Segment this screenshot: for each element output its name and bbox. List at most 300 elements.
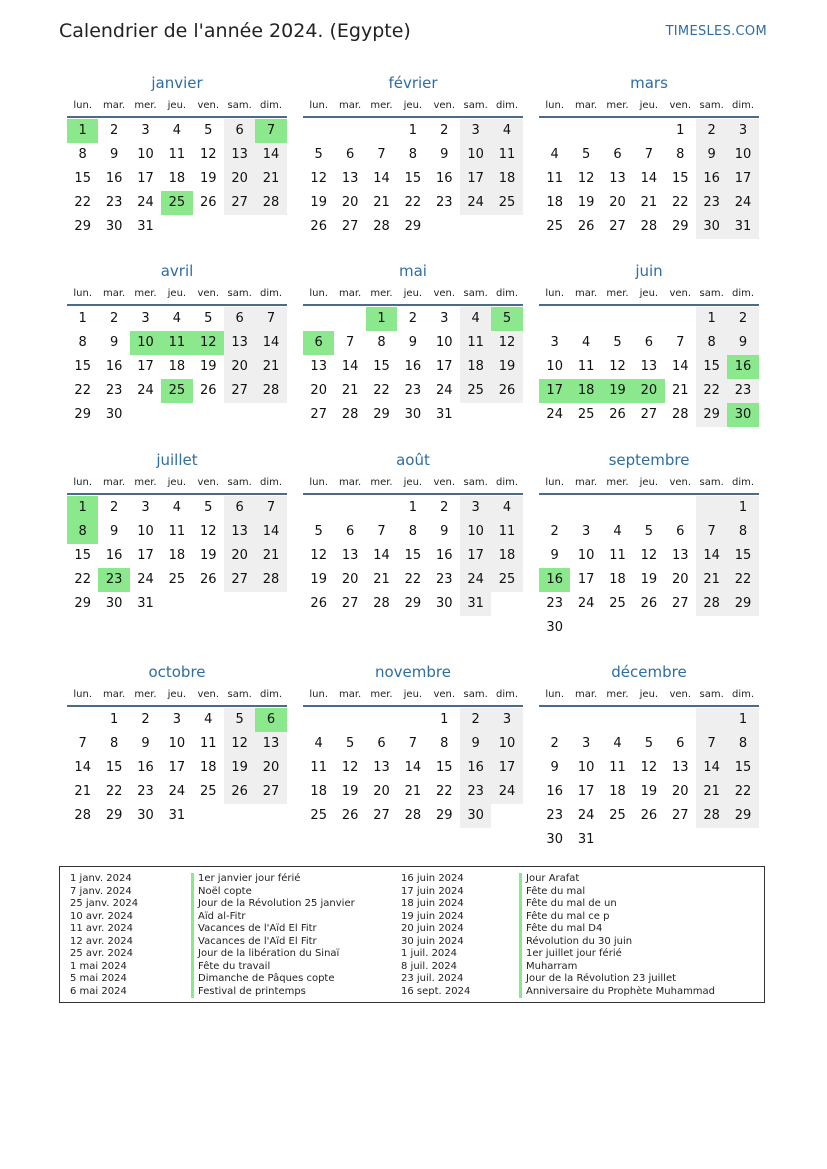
day-cell: 28: [255, 568, 286, 592]
day-cell: 10: [546, 359, 563, 374]
day-cell: 19: [640, 784, 658, 799]
day-cell: 22: [696, 379, 727, 403]
legend-holiday-name: Fête du mal: [519, 886, 715, 899]
day-cell: 20: [224, 544, 255, 568]
day-cell: 14: [255, 331, 286, 355]
day-cell: 23: [404, 383, 422, 398]
legend-date: 20 juin 2024: [401, 923, 464, 934]
empty-cell: [602, 708, 633, 732]
legend-holiday-name: Vacances de l'Aïd El Fitr: [191, 936, 355, 949]
legend-holiday-name: Révolution du 30 juin: [519, 936, 715, 949]
weekday-label: jeu.: [403, 689, 423, 700]
legend-holiday-name: Muharram: [519, 961, 715, 974]
day-cell: 11: [609, 760, 626, 775]
empty-cell: [334, 496, 365, 520]
weekday-label: dim.: [260, 288, 283, 299]
legend-date: 1 juil. 2024: [401, 948, 458, 959]
weekday-label: dim.: [496, 477, 519, 488]
legend-holiday-name: Aïd al-Fitr: [191, 911, 355, 924]
day-cell: 30: [404, 407, 422, 422]
empty-cell: [366, 708, 397, 732]
weekday-label: jeu.: [639, 689, 659, 700]
weekday-label: sam.: [227, 477, 252, 488]
day-cell: 2: [440, 123, 449, 138]
day-cell: 4: [491, 496, 522, 520]
weekday-label: sam.: [227, 689, 252, 700]
day-cell: 4: [550, 147, 559, 162]
legend-holiday-name: 1er janvier jour férié: [191, 873, 355, 886]
day-cell: 8: [676, 147, 685, 162]
day-cell: 25: [577, 407, 595, 422]
day-cell: 10: [137, 147, 154, 162]
day-cell: 27: [671, 596, 689, 611]
weekday-label: lun.: [73, 100, 93, 111]
day-cell: 19: [640, 572, 658, 587]
day-cell: 6: [676, 736, 685, 751]
holiday-day-cell: 8: [67, 520, 98, 544]
day-cell: 26: [491, 379, 522, 403]
month-name: janvier: [151, 74, 203, 92]
day-cell: 24: [491, 780, 522, 804]
holiday-day-cell: 1: [366, 307, 397, 331]
day-cell: 17: [577, 784, 595, 799]
day-cell: 6: [676, 524, 685, 539]
empty-cell: [570, 708, 601, 732]
empty-cell: [334, 307, 365, 331]
legend-date: 16 sept. 2024: [401, 985, 471, 997]
day-cell: 19: [199, 171, 217, 186]
day-cell: 26: [640, 808, 658, 823]
legend-holiday-name: Jour Arafat: [519, 873, 715, 886]
day-cell: 2: [408, 311, 417, 326]
day-cell: 11: [310, 760, 327, 775]
day-cell: 27: [640, 407, 658, 422]
day-cell: 15: [727, 756, 758, 780]
day-cell: 29: [671, 219, 689, 234]
day-cell: 16: [404, 359, 422, 374]
day-cell: 27: [671, 808, 689, 823]
weekday-header: [303, 474, 523, 495]
month-4: [303, 261, 523, 427]
day-cell: 29: [74, 219, 91, 234]
day-cell: 5: [204, 311, 213, 326]
empty-cell: [602, 496, 633, 520]
day-cell: 1: [696, 307, 727, 331]
day-cell: 3: [581, 524, 591, 539]
day-cell: 14: [341, 359, 359, 374]
day-cell: 13: [671, 548, 689, 563]
weekday-label: jeu.: [167, 477, 187, 488]
day-cell: 28: [640, 219, 658, 234]
empty-cell: [633, 708, 664, 732]
day-cell: 24: [577, 596, 595, 611]
weekday-label: lun.: [545, 100, 565, 111]
day-cell: 30: [137, 808, 154, 823]
day-cell: 21: [255, 544, 286, 568]
day-cell: 9: [408, 335, 417, 350]
weekday-label: lun.: [545, 288, 565, 299]
day-cell: 28: [404, 808, 422, 823]
weekday-label: lun.: [73, 477, 93, 488]
day-cell: 18: [199, 760, 217, 775]
weekday-label: lun.: [545, 689, 565, 700]
day-cell: 12: [491, 331, 522, 355]
day-cell: 5: [613, 335, 622, 350]
weekday-label: sam.: [227, 288, 252, 299]
holiday-day-cell: 11: [161, 331, 192, 355]
day-cell: 12: [224, 732, 255, 756]
day-cell: 18: [609, 784, 626, 799]
holiday-day-cell: 25: [161, 191, 192, 215]
day-cell: 8: [696, 331, 727, 355]
day-grid: [539, 119, 759, 239]
day-cell: 4: [172, 123, 181, 138]
day-cell: 1: [727, 708, 758, 732]
day-cell: 27: [341, 596, 359, 611]
day-cell: 15: [404, 171, 422, 186]
day-cell: 25: [168, 572, 186, 587]
day-cell: 13: [224, 143, 255, 167]
day-cell: 5: [204, 123, 213, 138]
day-cell: 17: [460, 167, 491, 191]
legend-holiday-name: Jour de la Révolution 23 juillet: [519, 973, 715, 986]
day-cell: 14: [696, 756, 727, 780]
day-cell: 8: [78, 335, 87, 350]
day-cell: 25: [491, 568, 522, 592]
day-cell: 4: [613, 736, 622, 751]
legend-holiday-name: Vacances de l'Aïd El Fitr: [191, 923, 355, 936]
weekday-label: mer.: [134, 288, 157, 299]
day-grid: [539, 496, 759, 640]
day-cell: 27: [310, 407, 327, 422]
day-cell: 16: [435, 171, 453, 186]
day-cell: 9: [109, 524, 119, 539]
brand-link[interactable]: TIMESLES.COM: [665, 24, 767, 39]
day-cell: 4: [204, 712, 213, 727]
day-cell: 3: [727, 119, 758, 143]
holiday-day-cell: 1: [67, 496, 98, 520]
day-cell: 23: [105, 383, 123, 398]
day-cell: 21: [373, 195, 390, 210]
legend-date: 6 mai 2024: [70, 985, 127, 997]
weekday-label: sam.: [463, 477, 488, 488]
day-cell: 2: [141, 712, 150, 727]
day-cell: 17: [137, 171, 154, 186]
weekday-label: jeu.: [167, 288, 187, 299]
day-cell: 27: [373, 808, 390, 823]
day-cell: 2: [696, 119, 727, 143]
legend-holiday-name: Fête du travail: [191, 961, 355, 974]
day-cell: 20: [341, 195, 359, 210]
day-cell: 25: [310, 808, 327, 823]
day-cell: 11: [546, 171, 563, 186]
weekday-label: ven.: [197, 288, 220, 299]
weekday-label: ven.: [669, 288, 692, 299]
day-cell: 27: [255, 780, 286, 804]
day-cell: 13: [609, 171, 626, 186]
weekday-label: lun.: [309, 288, 329, 299]
day-cell: 21: [404, 784, 422, 799]
day-cell: 29: [727, 804, 758, 828]
day-cell: 18: [546, 195, 563, 210]
weekday-label: ven.: [669, 689, 692, 700]
weekday-label: mar.: [102, 689, 126, 700]
weekday-label: mar.: [574, 288, 598, 299]
day-cell: 31: [727, 215, 758, 239]
day-cell: 18: [609, 572, 626, 587]
day-cell: 8: [78, 147, 87, 162]
day-cell: 29: [696, 403, 727, 427]
day-cell: 28: [696, 592, 727, 616]
month-name: juillet: [156, 451, 198, 469]
holiday-day-cell: 1: [67, 119, 98, 143]
legend-holiday-name: Fête du mal ce p: [519, 911, 715, 924]
day-cell: 15: [671, 171, 689, 186]
day-cell: 25: [460, 379, 491, 403]
day-cell: 20: [373, 784, 390, 799]
weekday-label: mar.: [102, 477, 126, 488]
day-cell: 9: [109, 335, 119, 350]
weekday-label: ven.: [197, 100, 220, 111]
weekday-label: dim.: [732, 689, 755, 700]
weekday-label: sam.: [227, 100, 252, 111]
day-cell: 13: [671, 760, 689, 775]
day-cell: 7: [696, 732, 727, 756]
day-cell: 7: [644, 147, 653, 162]
day-cell: 11: [609, 548, 626, 563]
day-cell: 13: [255, 732, 286, 756]
weekday-label: jeu.: [639, 288, 659, 299]
day-cell: 18: [168, 171, 186, 186]
day-cell: 5: [581, 147, 591, 162]
empty-cell: [397, 708, 428, 732]
day-cell: 25: [609, 596, 626, 611]
legend-holiday-name: Dimanche de Pâques copte: [191, 973, 355, 986]
weekday-label: mer.: [370, 689, 393, 700]
day-cell: 17: [491, 756, 522, 780]
day-cell: 9: [460, 732, 491, 756]
day-cell: 16: [105, 359, 123, 374]
day-cell: 12: [640, 760, 658, 775]
weekday-label: mer.: [134, 477, 157, 488]
weekday-label: lun.: [73, 689, 93, 700]
weekday-label: sam.: [463, 288, 488, 299]
day-cell: 11: [168, 524, 186, 539]
day-cell: 21: [696, 568, 727, 592]
day-cell: 9: [727, 331, 758, 355]
empty-cell: [539, 496, 570, 520]
day-cell: 13: [310, 359, 327, 374]
day-cell: 18: [168, 548, 186, 563]
day-cell: 30: [105, 219, 123, 234]
holiday-day-cell: 6: [303, 331, 334, 355]
day-cell: 17: [727, 167, 758, 191]
day-cell: 31: [577, 832, 595, 847]
day-cell: 4: [314, 736, 323, 751]
weekday-label: dim.: [260, 689, 283, 700]
day-cell: 12: [310, 548, 327, 563]
day-cell: 12: [310, 171, 327, 186]
day-cell: 26: [609, 407, 626, 422]
empty-cell: [303, 119, 334, 143]
day-cell: 20: [224, 167, 255, 191]
weekday-label: dim.: [732, 100, 755, 111]
month-10: [303, 662, 523, 828]
day-cell: 23: [727, 379, 758, 403]
weekday-label: lun.: [309, 477, 329, 488]
day-cell: 8: [377, 335, 386, 350]
day-cell: 21: [74, 784, 91, 799]
day-cell: 26: [224, 780, 255, 804]
day-grid: [67, 119, 287, 239]
legend-date: 19 juin 2024: [401, 910, 464, 922]
day-cell: 31: [168, 808, 186, 823]
weekday-header: [303, 97, 523, 118]
day-cell: 23: [435, 195, 453, 210]
day-cell: 28: [671, 407, 689, 422]
day-cell: 15: [696, 355, 727, 379]
day-cell: 7: [345, 335, 355, 350]
legend-holiday-name: Fête du mal de un: [519, 898, 715, 911]
weekday-label: dim.: [732, 477, 755, 488]
day-cell: 14: [696, 544, 727, 568]
day-cell: 29: [435, 808, 453, 823]
day-cell: 13: [224, 520, 255, 544]
weekday-label: sam.: [699, 689, 724, 700]
empty-cell: [303, 496, 334, 520]
day-cell: 5: [314, 147, 323, 162]
day-cell: 30: [460, 804, 491, 828]
day-cell: 24: [460, 568, 491, 592]
day-cell: 7: [696, 520, 727, 544]
day-cell: 20: [310, 383, 327, 398]
day-grid: [303, 708, 523, 828]
day-cell: 31: [460, 592, 491, 616]
day-cell: 1: [109, 712, 119, 727]
day-cell: 18: [310, 784, 327, 799]
day-cell: 17: [577, 572, 595, 587]
day-cell: 22: [404, 572, 422, 587]
day-cell: 30: [696, 215, 727, 239]
month-1: [303, 73, 523, 239]
weekday-label: dim.: [260, 477, 283, 488]
day-cell: 1: [408, 500, 417, 515]
empty-cell: [334, 708, 365, 732]
day-cell: 22: [74, 195, 91, 210]
month-7: [303, 450, 523, 616]
day-cell: 24: [727, 191, 758, 215]
weekday-label: jeu.: [403, 100, 423, 111]
day-cell: 3: [141, 311, 150, 326]
day-cell: 28: [255, 379, 286, 403]
day-cell: 19: [224, 756, 255, 780]
day-cell: 28: [255, 191, 286, 215]
day-grid: [303, 119, 523, 239]
day-cell: 21: [255, 167, 286, 191]
day-cell: 16: [696, 167, 727, 191]
weekday-label: mer.: [370, 477, 393, 488]
holiday-day-cell: 18: [570, 379, 601, 403]
empty-cell: [539, 307, 570, 331]
holiday-legend: [59, 866, 765, 1003]
legend-date: 5 mai 2024: [70, 973, 127, 984]
weekday-header: [539, 97, 759, 118]
weekday-header: [539, 686, 759, 707]
weekday-label: mar.: [574, 100, 598, 111]
day-cell: 3: [550, 335, 559, 350]
day-cell: 11: [460, 331, 491, 355]
day-cell: 24: [546, 407, 563, 422]
weekday-label: mer.: [134, 689, 157, 700]
weekday-label: ven.: [433, 477, 456, 488]
weekday-header: [303, 686, 523, 707]
day-cell: 25: [546, 219, 563, 234]
legend-date: 17 juin 2024: [401, 885, 464, 897]
day-cell: 7: [255, 307, 286, 331]
day-cell: 30: [105, 596, 123, 611]
day-cell: 30: [546, 620, 563, 635]
day-cell: 22: [74, 383, 91, 398]
day-cell: 30: [546, 832, 563, 847]
month-8: [539, 450, 759, 640]
weekday-label: ven.: [669, 477, 692, 488]
day-cell: 11: [491, 520, 522, 544]
day-cell: 21: [671, 383, 689, 398]
weekday-label: dim.: [732, 288, 755, 299]
day-cell: 19: [199, 359, 217, 374]
holiday-day-cell: 19: [602, 379, 633, 403]
day-cell: 23: [435, 572, 453, 587]
day-cell: 23: [460, 780, 491, 804]
day-cell: 1: [440, 712, 449, 727]
empty-cell: [366, 119, 397, 143]
day-cell: 28: [696, 804, 727, 828]
day-cell: 15: [727, 544, 758, 568]
month-name: novembre: [375, 663, 451, 681]
day-cell: 26: [640, 596, 658, 611]
day-cell: 31: [137, 596, 154, 611]
weekday-label: mer.: [606, 100, 629, 111]
day-cell: 21: [255, 355, 286, 379]
day-cell: 3: [141, 500, 150, 515]
day-cell: 8: [408, 147, 417, 162]
empty-cell: [602, 307, 633, 331]
legend-date: 1 janv. 2024: [70, 873, 132, 884]
weekday-label: sam.: [463, 100, 488, 111]
month-name: avril: [160, 262, 194, 280]
weekday-label: ven.: [197, 477, 220, 488]
day-cell: 20: [671, 572, 689, 587]
day-cell: 15: [74, 548, 91, 563]
legend-date: 8 juil. 2024: [401, 960, 458, 972]
month-name: juin: [635, 262, 663, 280]
day-cell: 9: [550, 548, 559, 563]
month-name: mai: [399, 262, 427, 280]
day-cell: 3: [141, 123, 150, 138]
legend-holiday-name: Festival de printemps: [191, 986, 355, 999]
day-cell: 6: [377, 736, 386, 751]
day-cell: 26: [341, 808, 359, 823]
day-cell: 10: [460, 143, 491, 167]
weekday-label: lun.: [545, 477, 565, 488]
weekday-label: mar.: [574, 477, 598, 488]
day-cell: 20: [255, 756, 286, 780]
day-cell: 8: [727, 520, 758, 544]
day-cell: 8: [109, 736, 119, 751]
day-cell: 13: [640, 359, 658, 374]
day-cell: 14: [640, 171, 658, 186]
weekday-label: sam.: [699, 100, 724, 111]
